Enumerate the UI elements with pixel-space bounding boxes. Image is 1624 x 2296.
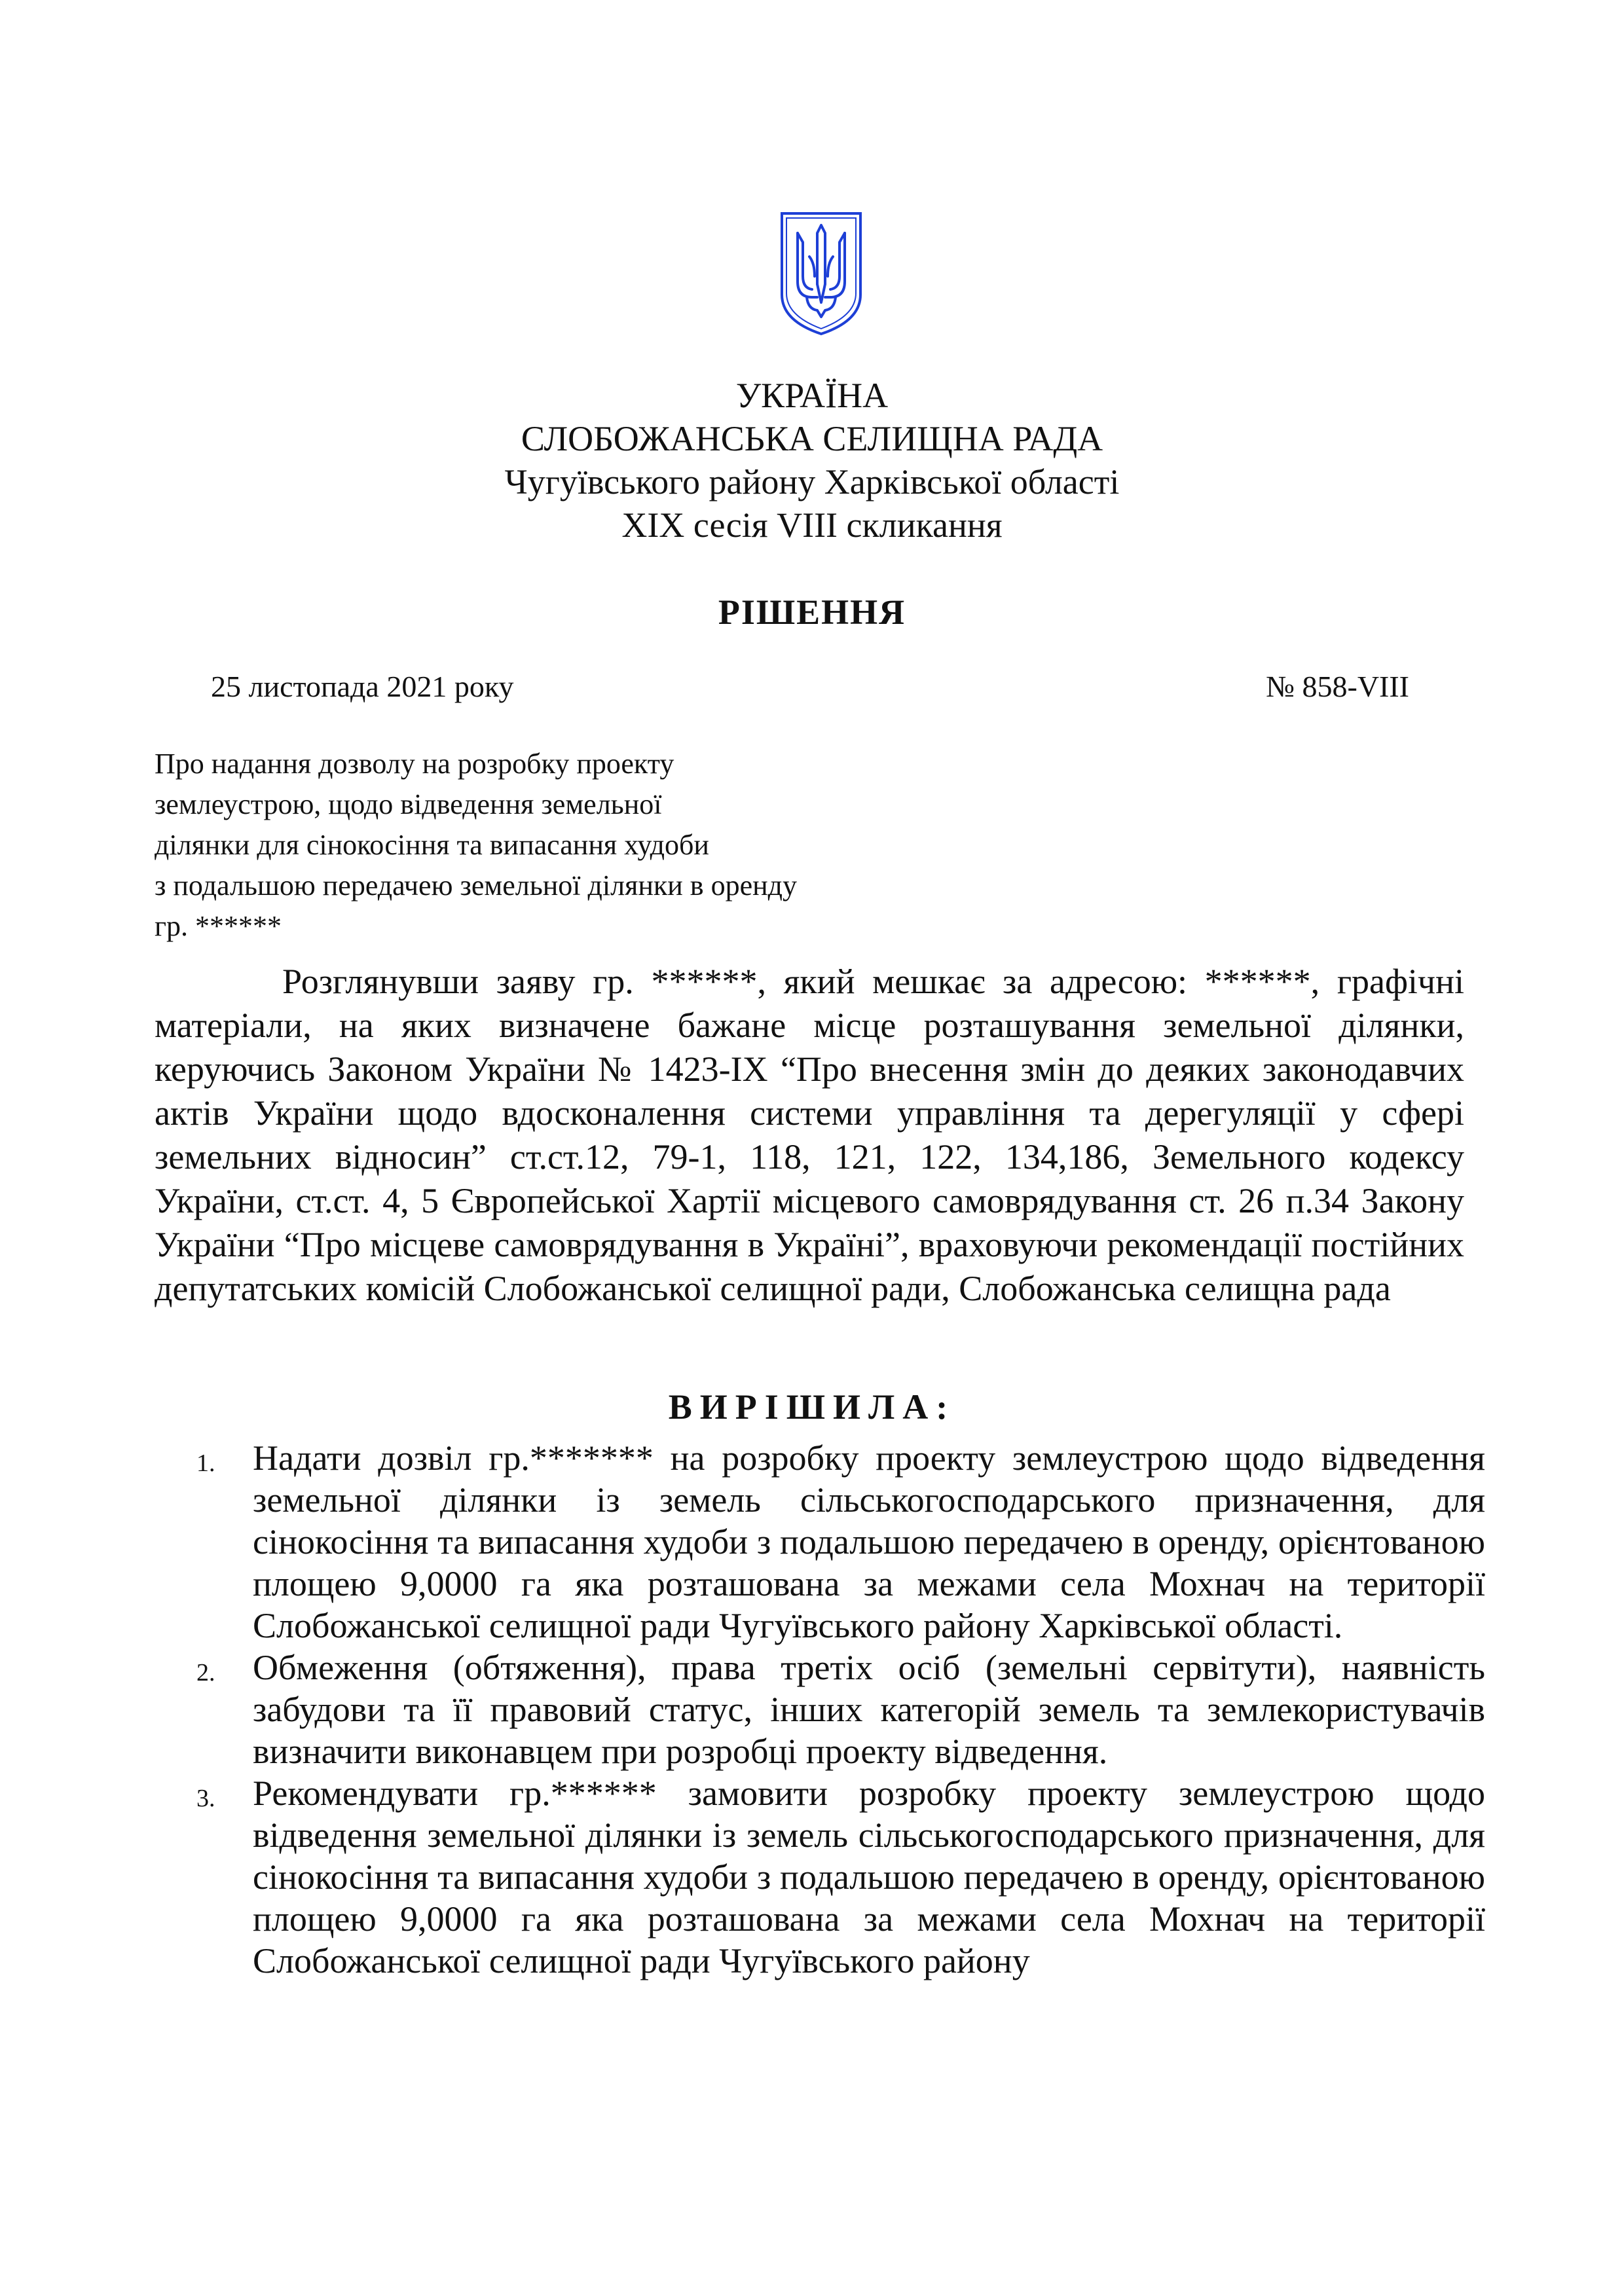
document-title: РІШЕННЯ [718, 592, 906, 632]
decision-item-text: Обмеження (обтяження), права третіх осіб (земельні сервітути), наявність забудови та її правовий статус, інших категорій земель та землекористувачів визначити виконавцем при розробці проекту відведення. [253, 1648, 1485, 1771]
subject-line: гр. ****** [155, 910, 282, 942]
document-subject [155, 744, 875, 947]
decision-heading: ВИРІШИЛА: [668, 1387, 956, 1427]
decision-item-number: 3. [196, 1785, 215, 1812]
decision-item [196, 1647, 1485, 1772]
document-number: № 858-VIII [1266, 670, 1409, 703]
subject-line: з подальшою передачею земельної ділянки в оренду [155, 869, 798, 902]
header-council: СЛОБОЖАНСЬКА СЕЛИЩНА РАДА [521, 419, 1103, 458]
decision-item-text: Рекомендувати гр.****** замовити розробку проекту землеустрою щодо відведення земельної ділянки із земель сільськогосподарського призначення, для сінокосіння та випасання худоби з подальшою передачею в оренду, орієнтованою площею 9,0000 га яка розташована за межами села Мохнач на території Слобожанської селищної ради Чугуївського району [253, 1774, 1485, 1980]
decision-items [196, 1437, 1485, 1982]
document-date: 25 листопада 2021 року [211, 670, 514, 703]
decision-item-number: 2. [196, 1659, 215, 1686]
header-session: XIX сесія VIII скликання [621, 505, 1003, 545]
header-district: Чугуївського району Харківської області [504, 462, 1120, 501]
decision-item-number: 1. [196, 1449, 215, 1477]
subject-line: Про надання дозволу на розробку проекту [155, 748, 674, 780]
decision-item [196, 1437, 1485, 1647]
header-country: УКРАЇНА [735, 376, 889, 415]
subject-line: ділянки для сінокосіння та випасання худоби [155, 829, 709, 861]
coat-of-arms-icon [778, 211, 864, 337]
decision-item-text: Надати дозвіл гр.******* на розробку проекту землеустрою щодо відведення земельної ділянки із земель сільськогосподарського призначення, для сінокосіння та випасання худоби з подальшою передачею в оренду, орієнтованою площею 9,0000 га яка розташована за межами села Мохнач на території Слобожанської селищної ради Чугуївського району Харківської області. [253, 1438, 1485, 1645]
preamble-paragraph: Розглянувши заяву гр. ******, який мешкає за адресою: ******, графічні матеріали, на яких визначене бажане місце розташування земельної ділянки, керуючись Законом України № 1423-IX “Про внесення змін до деяких законодавчих актів України щодо вдосконалення системи управління та дерегуляції у сфері земельних відносин” ст.ст.12, 79-1, 118, 121, 122, 134,186, Земельного кодексу України, ст.ст. 4, 5 Європейської Хартії місцевого самоврядування ст. 26 п.34 Закону України “Про місцеве самоврядування в Україні”, враховуючи рекомендації постійних депутатських комісій Слобожанської селищної ради, Слобожанська селищна рада [155, 962, 1464, 1308]
decision-item [196, 1772, 1485, 1982]
subject-line: землеустрою, щодо відведення земельної [155, 788, 662, 820]
